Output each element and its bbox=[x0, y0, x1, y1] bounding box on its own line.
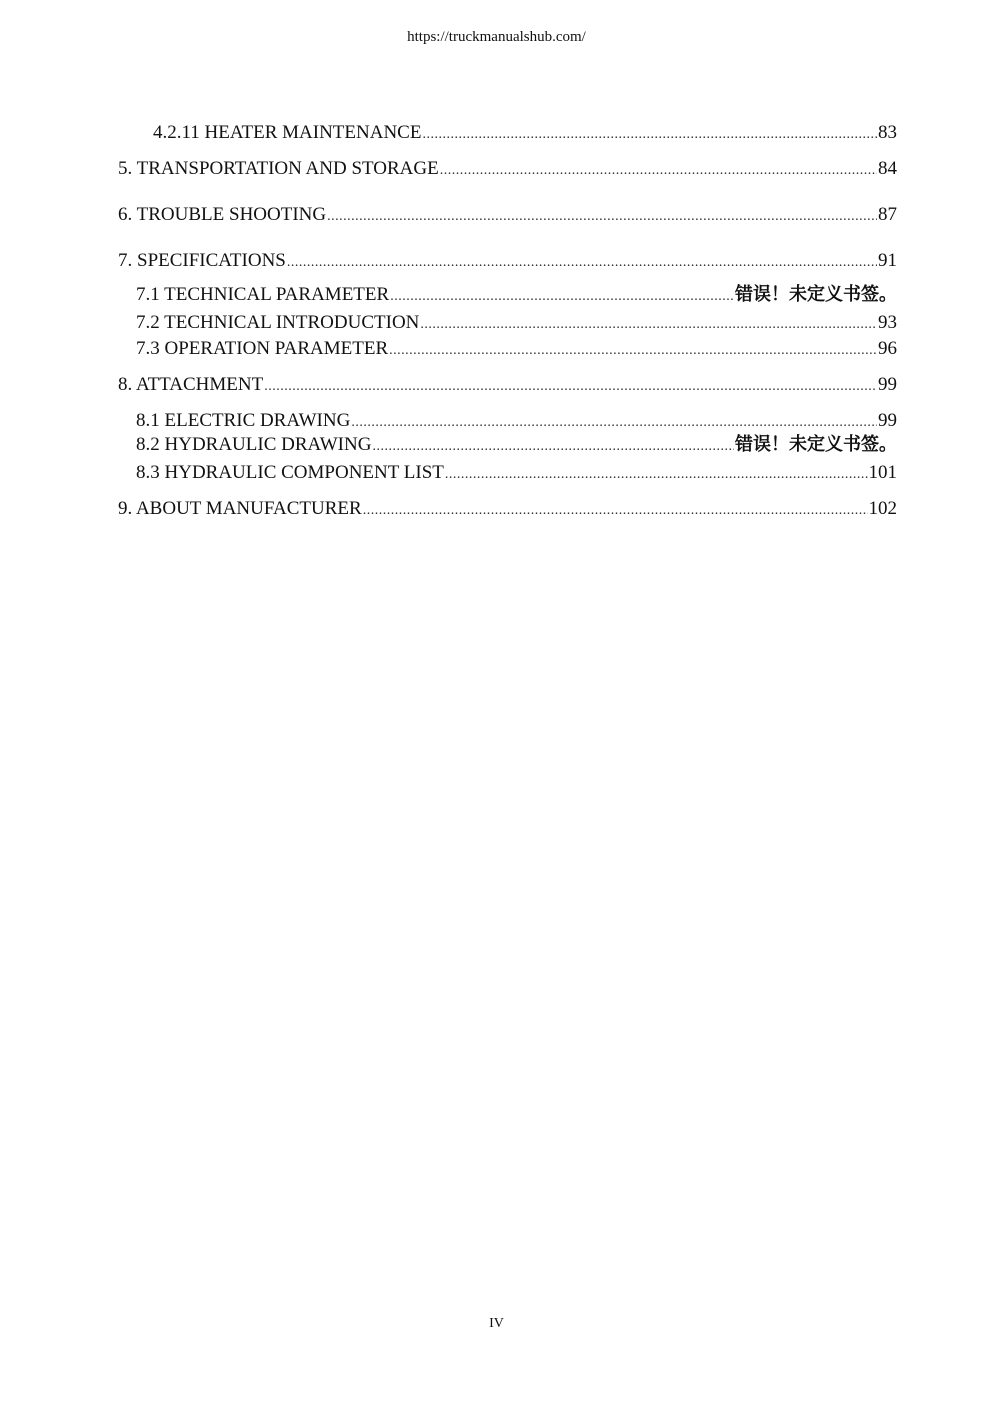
toc-entry[interactable] bbox=[118, 249, 897, 275]
toc-entry-label: 4.2.11 HEATER MAINTENANCE bbox=[153, 122, 422, 143]
toc-entry-page: 91 bbox=[878, 250, 897, 271]
toc-leader-dots bbox=[351, 411, 877, 435]
toc-leader-dots bbox=[287, 251, 877, 275]
header-url: https://truckmanualshub.com/ bbox=[407, 29, 586, 45]
toc-entry-label: 8.2 HYDRAULIC DRAWING bbox=[136, 434, 372, 455]
toc-entry-page: 99 bbox=[878, 410, 897, 431]
toc-leader-dots bbox=[440, 159, 877, 183]
toc-entry-page: 93 bbox=[878, 312, 897, 333]
toc-leader-dots bbox=[372, 435, 734, 459]
toc-leader-dots bbox=[422, 123, 877, 147]
toc-entry-page: 102 bbox=[868, 498, 897, 519]
toc-entry[interactable] bbox=[118, 373, 897, 399]
toc-entry-page: 96 bbox=[878, 338, 897, 359]
toc-entry[interactable] bbox=[118, 157, 897, 183]
toc-leader-dots bbox=[264, 375, 877, 399]
toc-entry[interactable] bbox=[136, 461, 897, 487]
toc-entry-label: 8.1 ELECTRIC DRAWING bbox=[136, 410, 351, 431]
toc-entry-page: 87 bbox=[878, 204, 897, 225]
toc-leader-dots bbox=[363, 499, 868, 523]
toc-entry-page-error: 错误！未定义书签。 bbox=[735, 434, 897, 455]
toc-entry-label: 7. SPECIFICATIONS bbox=[118, 250, 286, 271]
toc-entry[interactable] bbox=[153, 121, 897, 147]
toc-entry[interactable] bbox=[136, 311, 897, 337]
toc-leader-dots bbox=[389, 339, 877, 363]
toc-entry-label: 8. ATTACHMENT bbox=[118, 374, 264, 395]
toc-entry-page-error: 错误！未定义书签。 bbox=[735, 284, 897, 305]
toc-entry-page: 101 bbox=[868, 462, 897, 483]
toc-entry-page: 99 bbox=[878, 374, 897, 395]
toc-entry-label: 5. TRANSPORTATION AND STORAGE bbox=[118, 158, 439, 179]
toc-leader-dots bbox=[327, 205, 877, 229]
toc-leader-dots bbox=[445, 463, 868, 487]
toc-entry[interactable] bbox=[118, 203, 897, 229]
toc-entry[interactable] bbox=[136, 433, 897, 459]
toc-entry-label: 7.1 TECHNICAL PARAMETER bbox=[136, 284, 390, 305]
toc-leader-dots bbox=[420, 313, 877, 337]
toc-entry-page: 83 bbox=[878, 122, 897, 143]
toc-entry-page: 84 bbox=[878, 158, 897, 179]
page-number: IV bbox=[489, 1316, 504, 1331]
toc-entry[interactable] bbox=[136, 337, 897, 363]
toc-entry[interactable] bbox=[118, 497, 897, 523]
toc-entry-label: 9. ABOUT MANUFACTURER bbox=[118, 498, 362, 519]
toc-entry-label: 6. TROUBLE SHOOTING bbox=[118, 204, 327, 225]
toc-entry[interactable] bbox=[136, 409, 897, 435]
toc-entry-label: 7.3 OPERATION PARAMETER bbox=[136, 338, 389, 359]
toc-entry-label: 7.2 TECHNICAL INTRODUCTION bbox=[136, 312, 420, 333]
toc-entry-label: 8.3 HYDRAULIC COMPONENT LIST bbox=[136, 462, 444, 483]
toc-entry[interactable] bbox=[136, 283, 897, 309]
toc-leader-dots bbox=[390, 285, 734, 309]
